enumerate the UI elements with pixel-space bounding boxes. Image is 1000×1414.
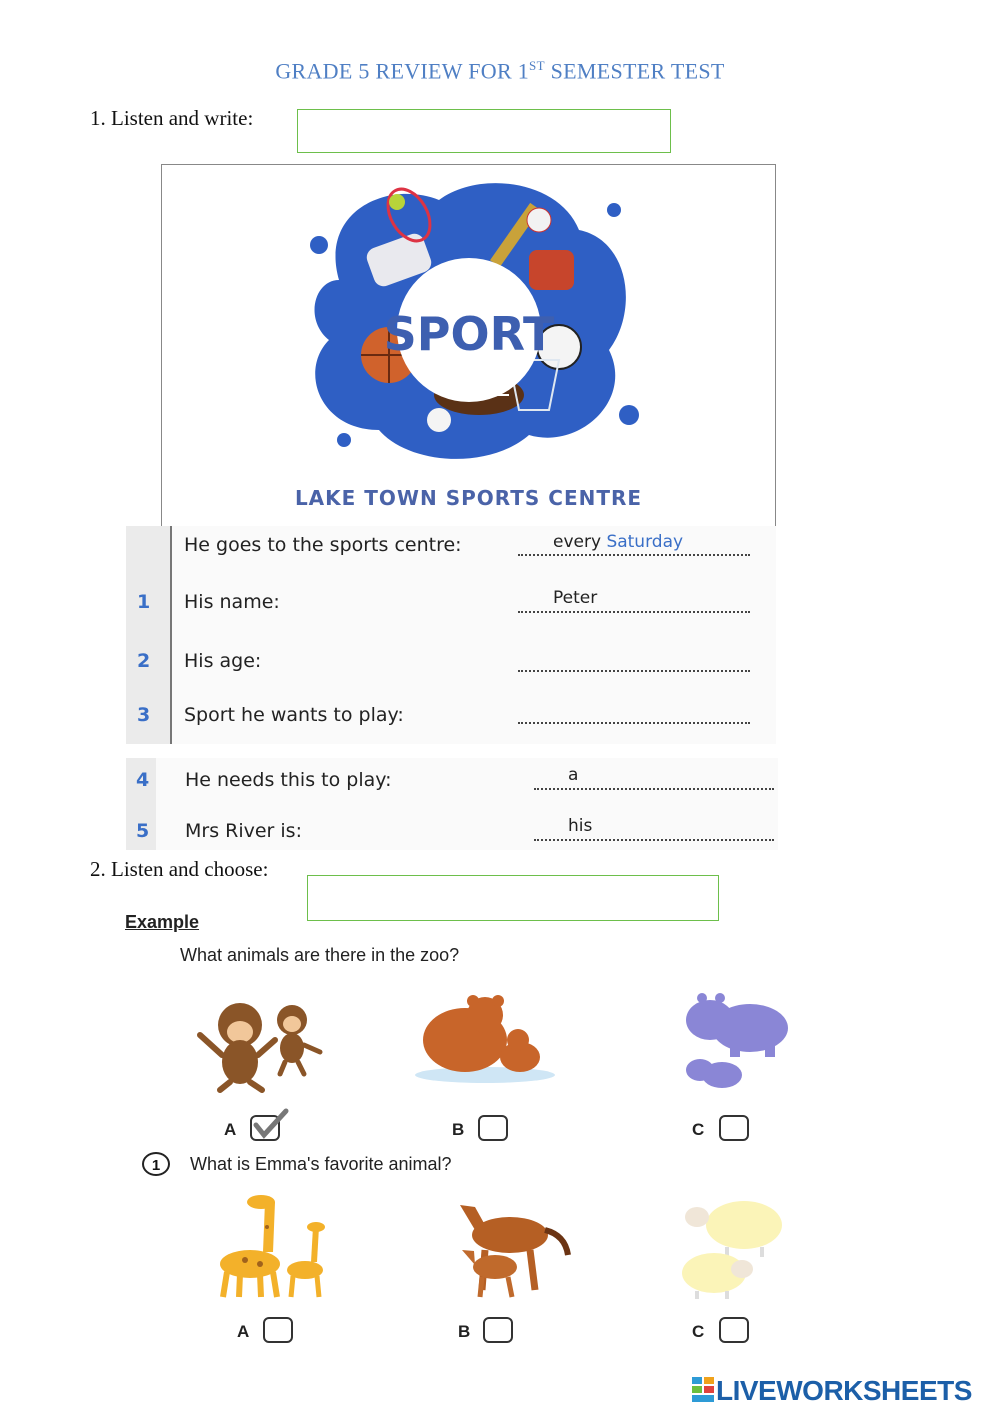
answer-line-3[interactable] (518, 722, 750, 724)
row-label-1: His name: (184, 591, 280, 613)
example-option-c-checkbox[interactable] (719, 1115, 749, 1141)
prefill-0: every Saturday (553, 532, 684, 552)
row-number-4: 4 (136, 769, 150, 791)
example-option-c-label: C (692, 1120, 705, 1139)
prefill-5: his (568, 816, 593, 836)
sports-centre-poster (161, 164, 776, 526)
q1-option-a-label: A (237, 1322, 250, 1341)
prefill-4: a (568, 765, 579, 785)
answer-line-4[interactable] (534, 788, 774, 790)
row-label-2: His age: (184, 650, 262, 672)
question-2-label: 2. Listen and choose: (90, 857, 269, 881)
row-label-5: Mrs River is: (185, 820, 302, 842)
liveworksheets-icon (692, 1377, 714, 1403)
brand-text: LIVEWORKSHEETS (716, 1375, 972, 1406)
q1-option-a-checkbox[interactable] (263, 1317, 293, 1343)
question-1-text: What is Emma's favorite animal? (190, 1154, 452, 1174)
answer-line-2[interactable] (518, 670, 750, 672)
answer-line-1[interactable] (518, 611, 750, 613)
row-label-0: He goes to the sports centre: (184, 534, 462, 556)
example-option-b-checkbox[interactable] (478, 1115, 508, 1141)
q1-option-b-checkbox[interactable] (483, 1317, 513, 1343)
example-option-a-checkbox[interactable] (250, 1115, 280, 1141)
giraffes-image (205, 1192, 335, 1302)
bears-image (410, 995, 560, 1085)
prefill-1: Peter (553, 588, 598, 608)
q1-option-c-checkbox[interactable] (719, 1317, 749, 1343)
row-label-3: Sport he wants to play: (184, 704, 404, 726)
q1-option-c-label: C (692, 1322, 705, 1341)
answer-input-1[interactable] (298, 110, 670, 152)
row-number-3: 3 (137, 704, 151, 726)
poster-caption: LAKE TOWN SPORTS CENTRE (294, 486, 643, 510)
check-icon (250, 1107, 290, 1143)
example-question: What animals are there in the zoo? (180, 945, 460, 965)
question-1-label: 1. Listen and write: (90, 106, 254, 130)
example-option-b-label: B (452, 1120, 465, 1139)
hippos-image (680, 990, 795, 1095)
monkeys-image (180, 990, 330, 1095)
row-number-1: 1 (137, 591, 151, 613)
row-number-5: 5 (136, 820, 150, 842)
row-number-2: 2 (137, 650, 151, 672)
worksheet-title: GRADE 5 REVIEW FOR 1ST SEMESTER TEST (275, 58, 725, 84)
horses-image (440, 1195, 575, 1300)
answer-box-1[interactable] (297, 109, 671, 153)
answer-input-2[interactable] (308, 876, 718, 920)
answer-line-0 (518, 554, 750, 556)
poster-word: SPORT (383, 307, 555, 361)
answer-box-2[interactable] (307, 875, 719, 921)
answer-line-5[interactable] (534, 839, 774, 841)
sport-illustration (162, 165, 777, 527)
example-option-a-label: A (224, 1120, 237, 1139)
example-heading: Example (125, 912, 200, 932)
question-1-number: 1 (142, 1152, 170, 1176)
row-label-4: He needs this to play: (185, 769, 392, 791)
sheep-image (672, 1195, 787, 1300)
q1-option-b-label: B (458, 1322, 471, 1341)
